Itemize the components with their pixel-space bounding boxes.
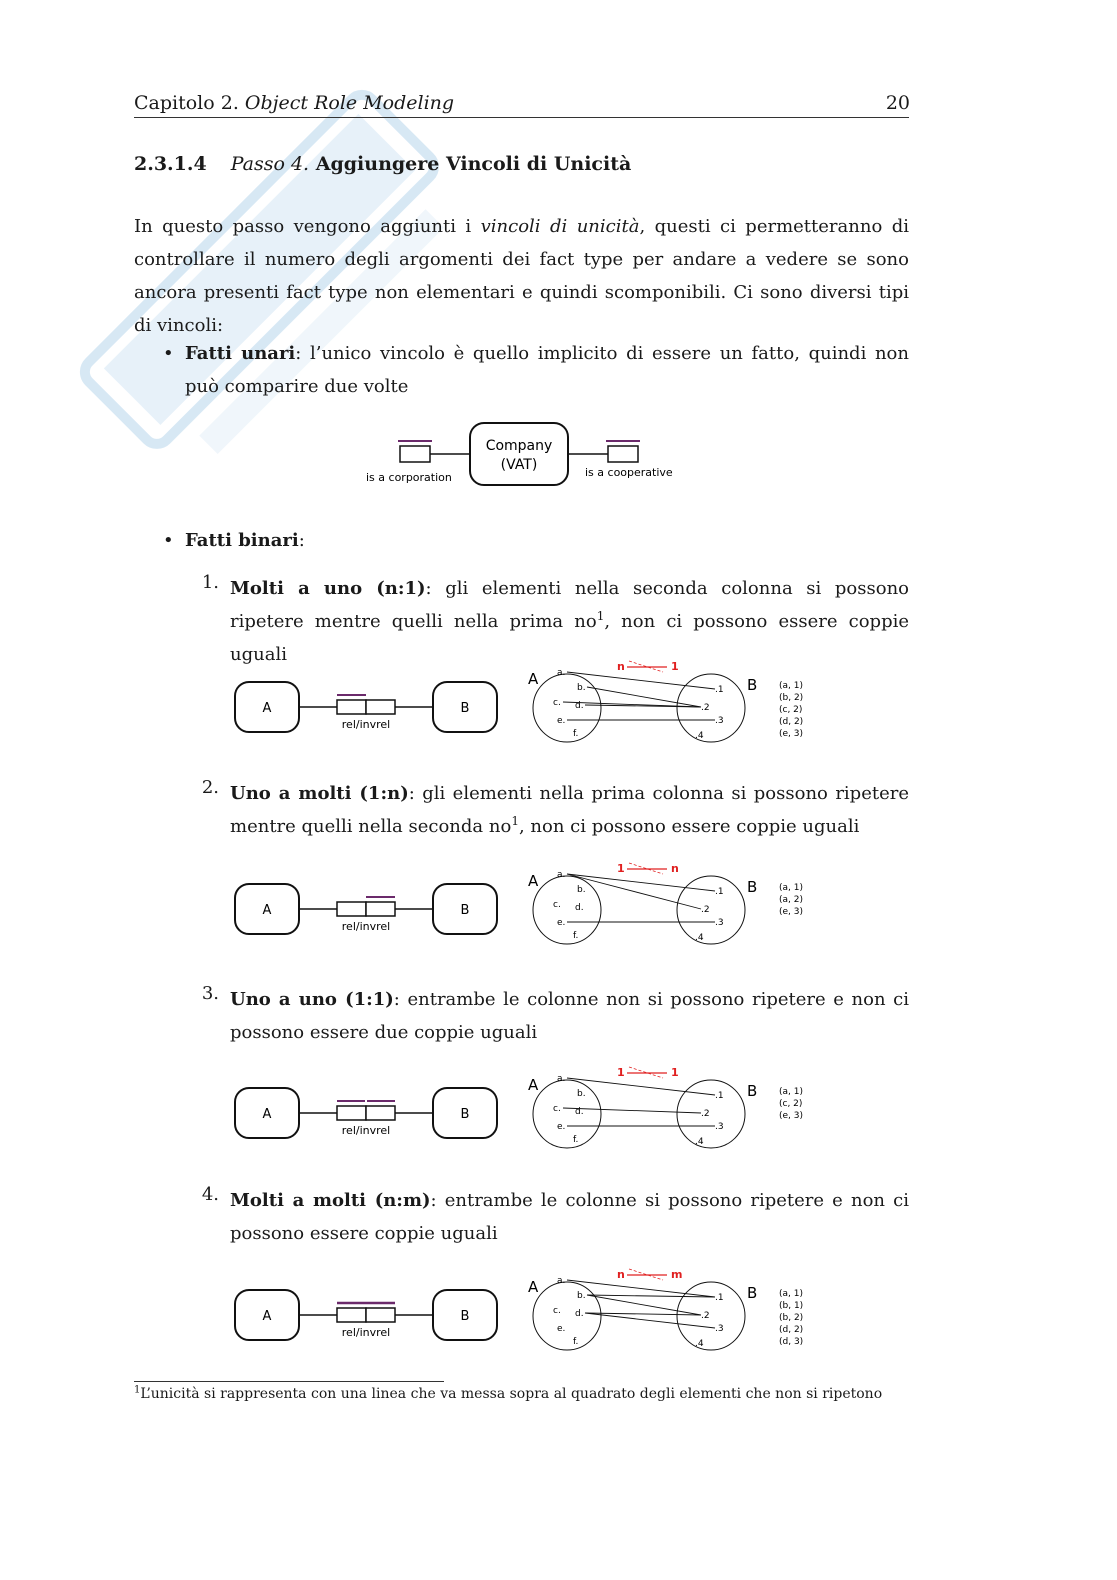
entity-b-label: B — [460, 1309, 470, 1324]
set-b-element: .2 — [701, 1311, 710, 1321]
set-a-element: d. — [575, 903, 584, 913]
set-a-element: c. — [553, 698, 561, 708]
set-b-element: .4 — [695, 1137, 704, 1147]
role-box-left — [337, 902, 366, 916]
mapping-line — [587, 1295, 715, 1297]
role-label: rel/invrel — [341, 1124, 391, 1137]
pair-label: (c, 2) — [779, 705, 803, 715]
set-b-element: .4 — [695, 731, 704, 741]
set-a-circle — [533, 1080, 601, 1148]
set-a-element: c. — [553, 1104, 561, 1114]
bullet-unari-text: : l’unico vincolo è quello implicito di essere un fatto, quindi non può comparire due volte — [185, 343, 909, 397]
item-paragraph — [230, 777, 909, 843]
role-label-left: is a corporation — [366, 471, 452, 484]
pair-label: (a, 1) — [779, 1289, 803, 1299]
set-a-element: f. — [573, 931, 579, 941]
set-b-element: .1 — [715, 685, 724, 695]
item-text: : gli elementi nella seconda colonna si possono ripetere mentre quelli nella prima no — [230, 578, 909, 632]
set-mapping-diagram — [525, 862, 815, 954]
role-box-right — [366, 902, 395, 916]
pair-label: (e, 3) — [779, 907, 804, 917]
set-b-element: .3 — [715, 1324, 724, 1334]
section-heading — [134, 153, 631, 175]
set-a-element: d. — [575, 1107, 584, 1117]
set-a-element: f. — [573, 1135, 579, 1145]
ratio-right: 1 — [671, 660, 679, 673]
set-b-label: B — [747, 676, 758, 694]
orm-binary-diagram — [230, 678, 510, 748]
set-a-element: b. — [577, 1089, 586, 1099]
item-label: Molti a molti (n:m) — [230, 1190, 431, 1211]
ratio-left: 1 — [617, 862, 625, 875]
pair-label: (b, 2) — [779, 693, 804, 703]
pair-label: (a, 1) — [779, 883, 803, 893]
set-a-element: f. — [573, 729, 579, 739]
set-a-element: a. — [557, 668, 566, 678]
role-label: rel/invrel — [341, 920, 391, 933]
ratio-left: n — [617, 660, 625, 673]
set-a-element: d. — [575, 1309, 584, 1319]
ratio-right: m — [671, 1268, 683, 1281]
set-a-element: e. — [557, 1324, 566, 1334]
intro-text-1: In questo passo vengono aggiunti i — [134, 216, 481, 237]
pair-label: (c, 2) — [779, 1099, 803, 1109]
item-number: 2. — [201, 777, 219, 798]
entity-a-label: A — [262, 701, 272, 716]
role-label: rel/invrel — [341, 718, 391, 731]
item-paragraph — [230, 572, 909, 671]
section-number: 2.3.1.4 — [134, 153, 207, 175]
item-paragraph — [230, 1184, 909, 1250]
entity-b-label: B — [460, 903, 470, 918]
set-b-circle — [677, 876, 745, 944]
entity-b-label: B — [460, 1107, 470, 1122]
set-b-label: B — [747, 1082, 758, 1100]
set-mapping-diagram — [525, 660, 815, 752]
orm-binary-diagram — [230, 1084, 510, 1154]
set-b-element: .2 — [701, 905, 710, 915]
intro-paragraph — [134, 210, 909, 342]
pair-label: (a, 1) — [779, 681, 803, 691]
pair-label: (a, 1) — [779, 1087, 803, 1097]
bullet-unari — [185, 337, 909, 403]
item-text: : gli elementi nella prima colonna si possono ripetere mentre quelli nella seconda no — [230, 783, 909, 837]
company-entity — [470, 423, 568, 485]
entity-a-label: A — [262, 1309, 272, 1324]
role-box-left — [400, 446, 430, 462]
footnote-text: L’unicità si rappresenta con una linea che va messa sopra al quadrato degli elementi che non si ripetono — [140, 1386, 883, 1402]
item-text: : entrambe le colonne si possono ripetere e non ci possono essere coppie uguali — [230, 1190, 909, 1244]
set-a-label: A — [528, 1278, 539, 1296]
ratio-right: 1 — [671, 1066, 679, 1079]
footnote-ref: 1 — [596, 609, 605, 623]
running-header — [134, 92, 454, 114]
set-b-circle — [677, 1282, 745, 1350]
set-b-label: B — [747, 878, 758, 896]
footnote-rule — [134, 1381, 444, 1382]
set-a-element: a. — [557, 1276, 566, 1286]
entity-a-label: A — [262, 903, 272, 918]
mapping-line — [567, 672, 715, 689]
set-a-element: b. — [577, 1291, 586, 1301]
set-a-element: b. — [577, 885, 586, 895]
item-label: Molti a uno (n:1) — [230, 578, 426, 599]
intro-text-2: , questi ci permetteranno di controllare il numero degli argomenti dei fact type per andare a vedere se sono ancora presenti fact type non elementari e quindi scomponibili. Ci sono diversi tipi di vincoli: — [134, 216, 909, 336]
role-label-right: is a cooperative — [585, 466, 673, 479]
mapping-line — [587, 687, 701, 707]
ratio-left: n — [617, 1268, 625, 1281]
set-b-element: .1 — [715, 887, 724, 897]
pair-label: (b, 2) — [779, 1313, 804, 1323]
section-title: Aggiungere Vincoli di Unicità — [315, 153, 632, 175]
set-b-element: .4 — [695, 1339, 704, 1349]
pair-label: (d, 3) — [779, 1337, 804, 1347]
item-label: Uno a molti (1:n) — [230, 783, 409, 804]
pair-label: (d, 2) — [779, 1325, 804, 1335]
set-a-element: c. — [553, 1306, 561, 1316]
pair-label: (e, 3) — [779, 729, 804, 739]
footnote — [134, 1384, 909, 1405]
set-mapping-diagram — [525, 1268, 815, 1360]
role-box-right — [366, 1106, 395, 1120]
unary-fact-diagram — [355, 418, 685, 493]
set-b-circle — [677, 674, 745, 742]
set-a-circle — [533, 674, 601, 742]
role-box-left — [337, 1106, 366, 1120]
item-label: Uno a uno (1:1) — [230, 989, 394, 1010]
set-a-element: a. — [557, 870, 566, 880]
ratio-left: 1 — [617, 1066, 625, 1079]
orm-binary-diagram — [230, 880, 510, 950]
entity-b-label: B — [460, 701, 470, 716]
orm-binary-diagram — [230, 1286, 510, 1356]
item-number: 4. — [201, 1184, 219, 1205]
bullet-binari-suffix: : — [298, 530, 305, 551]
pair-label: (a, 2) — [779, 895, 803, 905]
page-number: 20 — [885, 92, 910, 114]
ratio-right: n — [671, 862, 679, 875]
item-number: 3. — [201, 983, 219, 1004]
pair-label: (b, 1) — [779, 1301, 804, 1311]
bullet-marker: • — [163, 530, 174, 551]
set-a-circle — [533, 1282, 601, 1350]
mapping-line — [567, 874, 715, 891]
set-a-circle — [533, 876, 601, 944]
role-label: rel/invrel — [341, 1326, 391, 1339]
mapping-line — [587, 1295, 701, 1315]
bullet-binari-label: Fatti binari — [185, 530, 299, 551]
pair-label: (d, 2) — [779, 717, 804, 727]
bullet-unari-label: Fatti unari — [185, 343, 296, 364]
chapter-prefix: Capitolo 2. — [134, 92, 245, 114]
bullet-binari — [185, 524, 909, 557]
bullet-marker: • — [163, 343, 174, 364]
header-rule — [134, 117, 909, 118]
set-a-element: e. — [557, 716, 566, 726]
item-number: 1. — [201, 572, 219, 593]
set-b-element: .4 — [695, 933, 704, 943]
set-a-element: c. — [553, 900, 561, 910]
pair-label: (e, 3) — [779, 1111, 804, 1121]
set-b-circle — [677, 1080, 745, 1148]
set-b-label: B — [747, 1284, 758, 1302]
mapping-line — [563, 1108, 701, 1113]
set-a-element: e. — [557, 918, 566, 928]
set-a-label: A — [528, 872, 539, 890]
item-text: : entrambe le colonne non si possono ripetere e non ci possono essere due coppie uguali — [230, 989, 909, 1043]
set-a-element: d. — [575, 701, 584, 711]
mapping-line — [567, 874, 701, 909]
set-b-element: .1 — [715, 1091, 724, 1101]
role-box-left — [337, 1308, 366, 1322]
set-b-element: .1 — [715, 1293, 724, 1303]
mapping-line — [567, 1280, 715, 1297]
intro-italic: vincoli di unicità — [480, 216, 640, 237]
set-b-element: .3 — [715, 1122, 724, 1132]
chapter-title: Object Role Modeling — [244, 92, 455, 114]
item-paragraph — [230, 983, 909, 1049]
section-step: Passo 4. — [230, 153, 310, 175]
set-b-element: .3 — [715, 918, 724, 928]
item-text-end: , non ci possono essere coppie uguali — [230, 611, 910, 665]
set-b-element: .3 — [715, 716, 724, 726]
set-a-element: a. — [557, 1074, 566, 1084]
set-b-element: .2 — [701, 703, 710, 713]
set-b-element: .2 — [701, 1109, 710, 1119]
role-box-left — [337, 700, 366, 714]
set-a-element: e. — [557, 1122, 566, 1132]
entity-a-label: A — [262, 1107, 272, 1122]
set-mapping-diagram — [525, 1066, 815, 1158]
footnote-ref: 1 — [511, 814, 519, 828]
role-box-right — [366, 1308, 395, 1322]
footnote-mark: 1 — [134, 1384, 141, 1396]
set-a-element: f. — [573, 1337, 579, 1347]
set-a-element: b. — [577, 683, 586, 693]
role-box-right — [608, 446, 638, 462]
set-a-label: A — [528, 670, 539, 688]
company-entity-label-2: (VAT) — [500, 457, 538, 473]
role-box-right — [366, 700, 395, 714]
item-text-end: , non ci possono essere coppie uguali — [518, 816, 860, 837]
mapping-line — [567, 1078, 715, 1095]
company-entity-label: Company — [485, 438, 553, 454]
set-a-label: A — [528, 1076, 539, 1094]
